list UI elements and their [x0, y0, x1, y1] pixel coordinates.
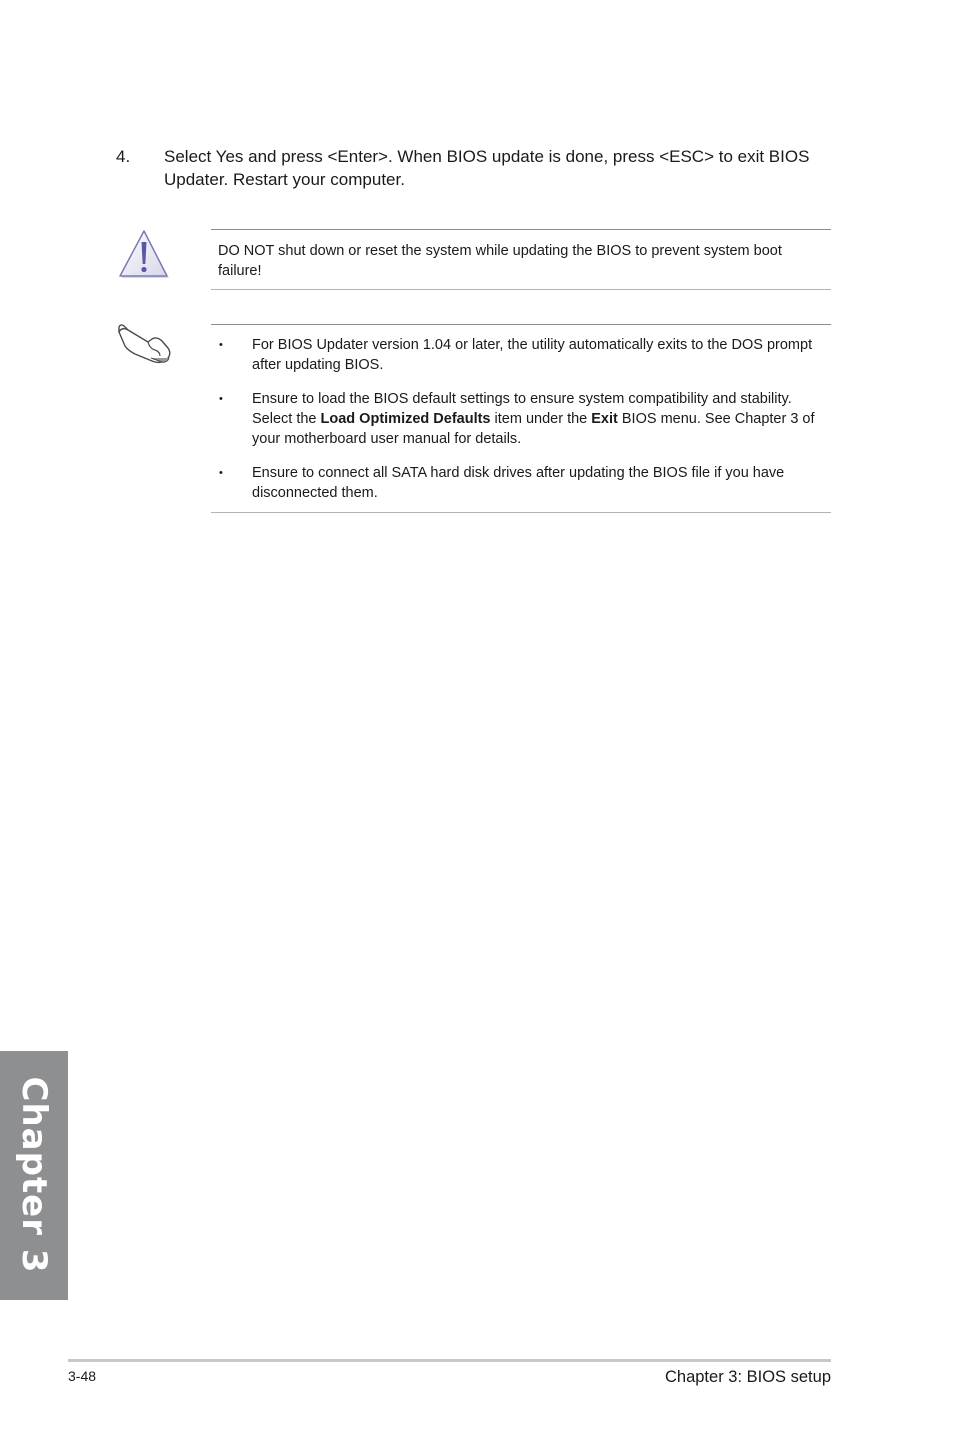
- note-item: [211, 463, 823, 503]
- page-number: 3-48: [68, 1368, 97, 1384]
- note-notice: [211, 324, 831, 513]
- pointing-hand-icon: [115, 322, 173, 366]
- warning-text: DO NOT shut down or reset the system while updating the BIOS to prevent system boot failure!: [218, 243, 782, 279]
- bullet: •: [219, 467, 223, 479]
- bullet: •: [219, 339, 223, 351]
- note-item-text: For BIOS Updater version 1.04 or later, the utility automatically exits to the DOS prompt after updating BIOS.: [252, 337, 813, 373]
- chapter-side-tab: [0, 1051, 68, 1300]
- note-text-part: BIOS menu. See Chapter 3 of your motherboard user manual for details.: [252, 411, 815, 447]
- warning-notice: [211, 229, 831, 290]
- note-text-part: item under the: [490, 411, 592, 427]
- note-item: [211, 389, 823, 449]
- step-text: Select Yes and press <Enter>. When BIOS update is done, press <ESC> to exit BIOS Updater. Restart your computer.: [164, 147, 810, 189]
- menu-name: Exit: [591, 411, 618, 427]
- note-item-text: [252, 391, 815, 447]
- note-item: [211, 335, 823, 375]
- footer-chapter-title: Chapter 3: BIOS setup: [664, 1368, 831, 1386]
- warning-triangle-icon: [117, 228, 171, 282]
- note-item-text: Ensure to connect all SATA hard disk drives after updating the BIOS file if you have disconnected them.: [252, 465, 785, 501]
- footer-divider: [68, 1359, 831, 1362]
- menu-item-name: Load Optimized Defaults: [320, 411, 491, 427]
- note-text-part: Ensure to load the BIOS default settings to ensure system compatibility and stability. Select the: [252, 391, 792, 427]
- bullet: •: [219, 393, 223, 405]
- step-number: 4.: [116, 147, 131, 166]
- chapter-tab-label: Chapter 3: [14, 1076, 54, 1274]
